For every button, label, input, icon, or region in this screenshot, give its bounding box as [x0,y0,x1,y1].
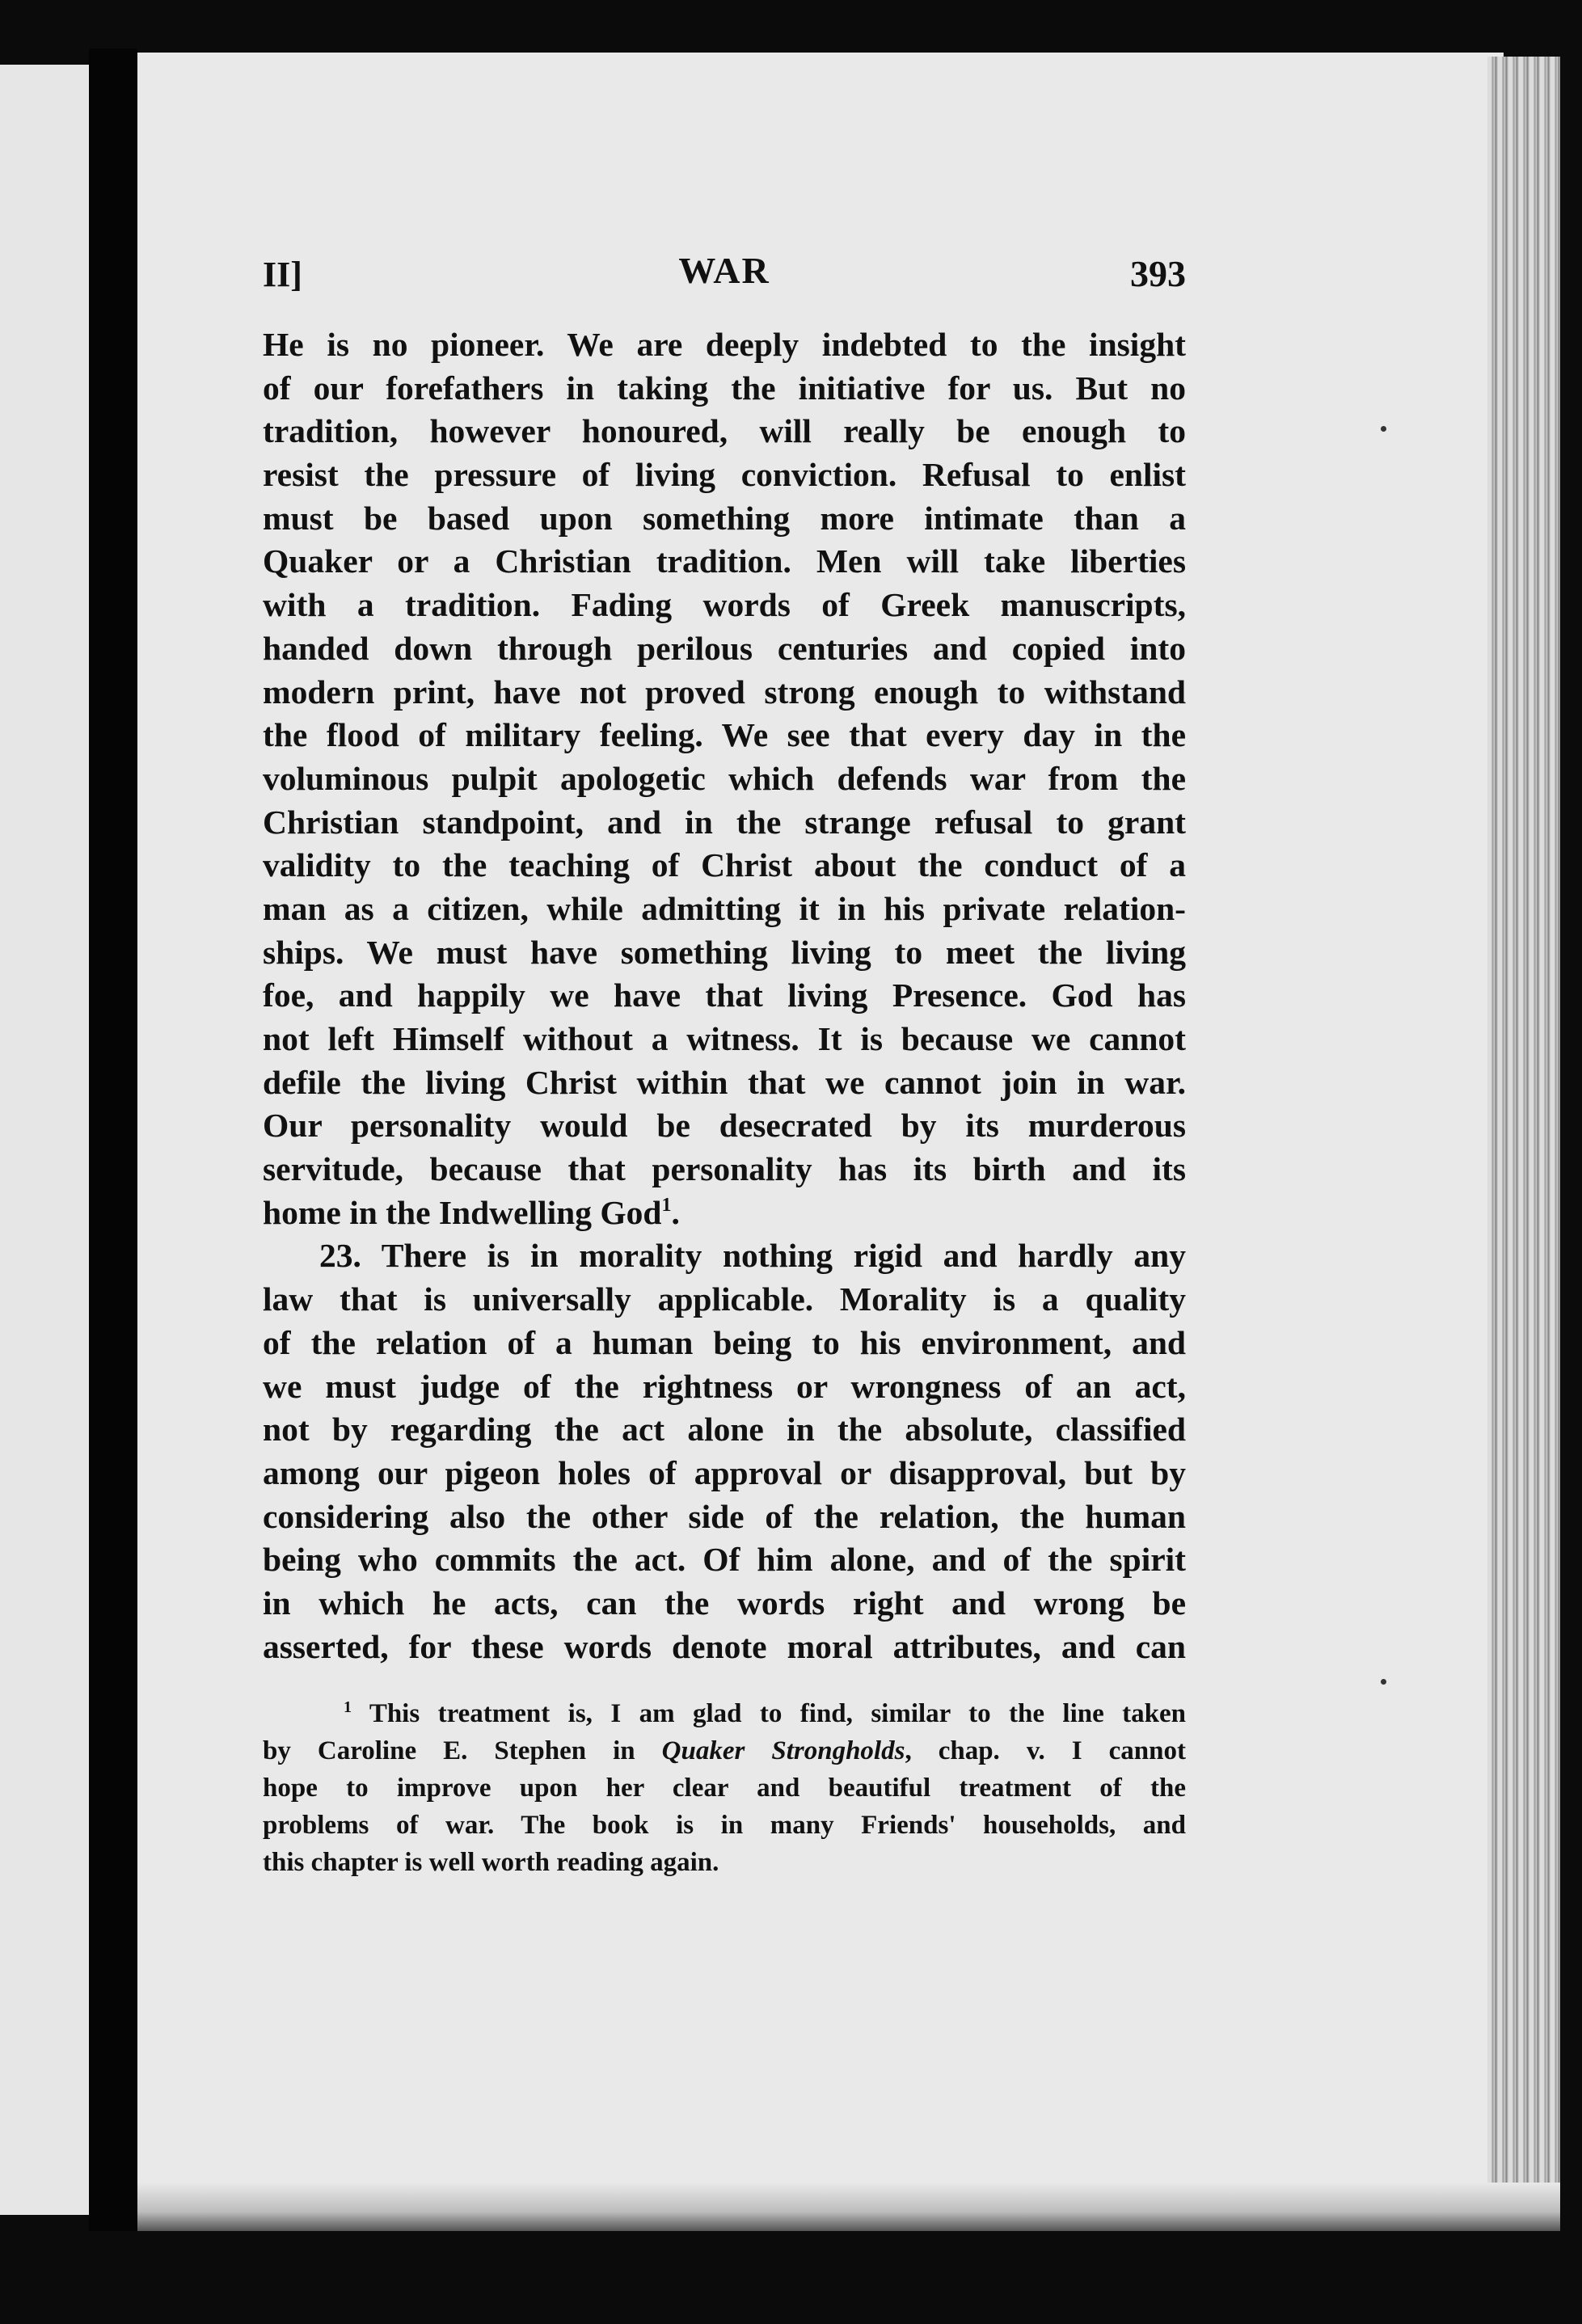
footnote-text: by Caroline E. Stephen in [263,1736,662,1765]
text-line: Christian standpoint, and in the strange refusal to grant [263,803,1186,841]
footnote-line [263,1732,1186,1769]
footnote-text: This treatment is, I am glad to find, similar to the line taken [369,1699,1186,1728]
text-line: validity to the teaching of Christ about the conduct of a [263,846,1186,884]
running-title: WAR [678,250,770,291]
text-line: being who commits the act. Of him alone, and of the spirit [263,1541,1186,1579]
text-line: the flood of military feeling. We see that every day in the [263,716,1186,754]
text-line: with a tradition. Fading words of Greek manuscripts, [263,586,1186,624]
text-line: of the relation of a human being to his environment, and [263,1323,1186,1361]
footnote-line: this chapter is well worth reading again. [263,1848,719,1877]
text-line: of our forefathers in taking the initiative for us. But no [263,369,1186,407]
page-bottom-shadow [137,2183,1560,2231]
text-line: modern print, have not proved strong enough to withstand [263,673,1186,711]
footnote-reference: 1 [661,1194,672,1216]
end-punctuation: . [671,1193,680,1231]
text-line: among our pigeon holes of approval or disapproval, but by [263,1453,1186,1491]
footnote-line: problems of war. The book is in many Friends' households, and [263,1811,1186,1840]
text-line: home in the Indwelling God [263,1193,662,1231]
page-stack-edges [1487,57,1560,2231]
text-line: ships. We must have something living to meet the living [263,933,1186,971]
text-line: He is no pioneer. We are deeply indebted to the insight [263,326,1186,363]
text-line: in which he acts, can the words right and wrong be [263,1584,1186,1622]
scan-border [1560,0,1582,2324]
footnote-line [263,1695,1186,1732]
text-line: voluminous pulpit apologetic which defends war from the [263,759,1186,797]
text-line: Quaker or a Christian tradition. Men will take liberties [263,542,1186,580]
text-line: asserted, for these words denote moral attributes, and can [263,1627,1186,1665]
text-line: we must judge of the rightness or wrongness of an act, [263,1367,1186,1405]
dust-speck [1381,1679,1386,1685]
text-line: not left Himself without a witness. It is because we cannot [263,1020,1186,1057]
text-line: tradition, however honoured, will really be enough to [263,412,1186,450]
text-line: Our personality would be desecrated by its murderous [263,1107,1186,1145]
footnote-marker: 1 [344,1698,352,1716]
chapter-number: II] [263,255,302,294]
text-line: defile the living Christ within that we cannot join in war. [263,1063,1186,1101]
text-line: foe, and happily we have that living Presence. God has [263,976,1186,1014]
footnote-text: , chap. v. I cannot [905,1736,1186,1765]
text-line: not by regarding the act alone in the absolute, classified [263,1411,1186,1449]
text-line: resist the pressure of living conviction. Refusal to enlist [263,456,1186,494]
text-line: handed down through perilous centuries and copied into [263,629,1186,667]
section-23-start: 23. There is in morality nothing rigid and hardly any [319,1237,1186,1275]
footnote-line: hope to improve upon her clear and beautiful treatment of the [263,1774,1186,1803]
text-line: servitude, because that personality has its birth and its [263,1150,1186,1188]
dust-speck [1381,426,1386,432]
page-number: 393 [1130,253,1186,294]
text-line: law that is universally applicable. Morality is a quality [263,1280,1186,1318]
facing-page-edge [0,65,89,2215]
footnote [263,1695,1186,1881]
book-gutter [89,49,137,2231]
text-line: man as a citizen, while admitting it in his private relation- [263,889,1186,927]
text-line: must be based upon something more intimate than a [263,499,1186,537]
cited-book-title: Quaker Strongholds [661,1736,905,1765]
running-head [263,249,1186,306]
body-text [263,323,1186,1668]
text-line: considering also the other side of the relation, the human [263,1497,1186,1535]
paragraph-end-line [263,1192,1186,1235]
